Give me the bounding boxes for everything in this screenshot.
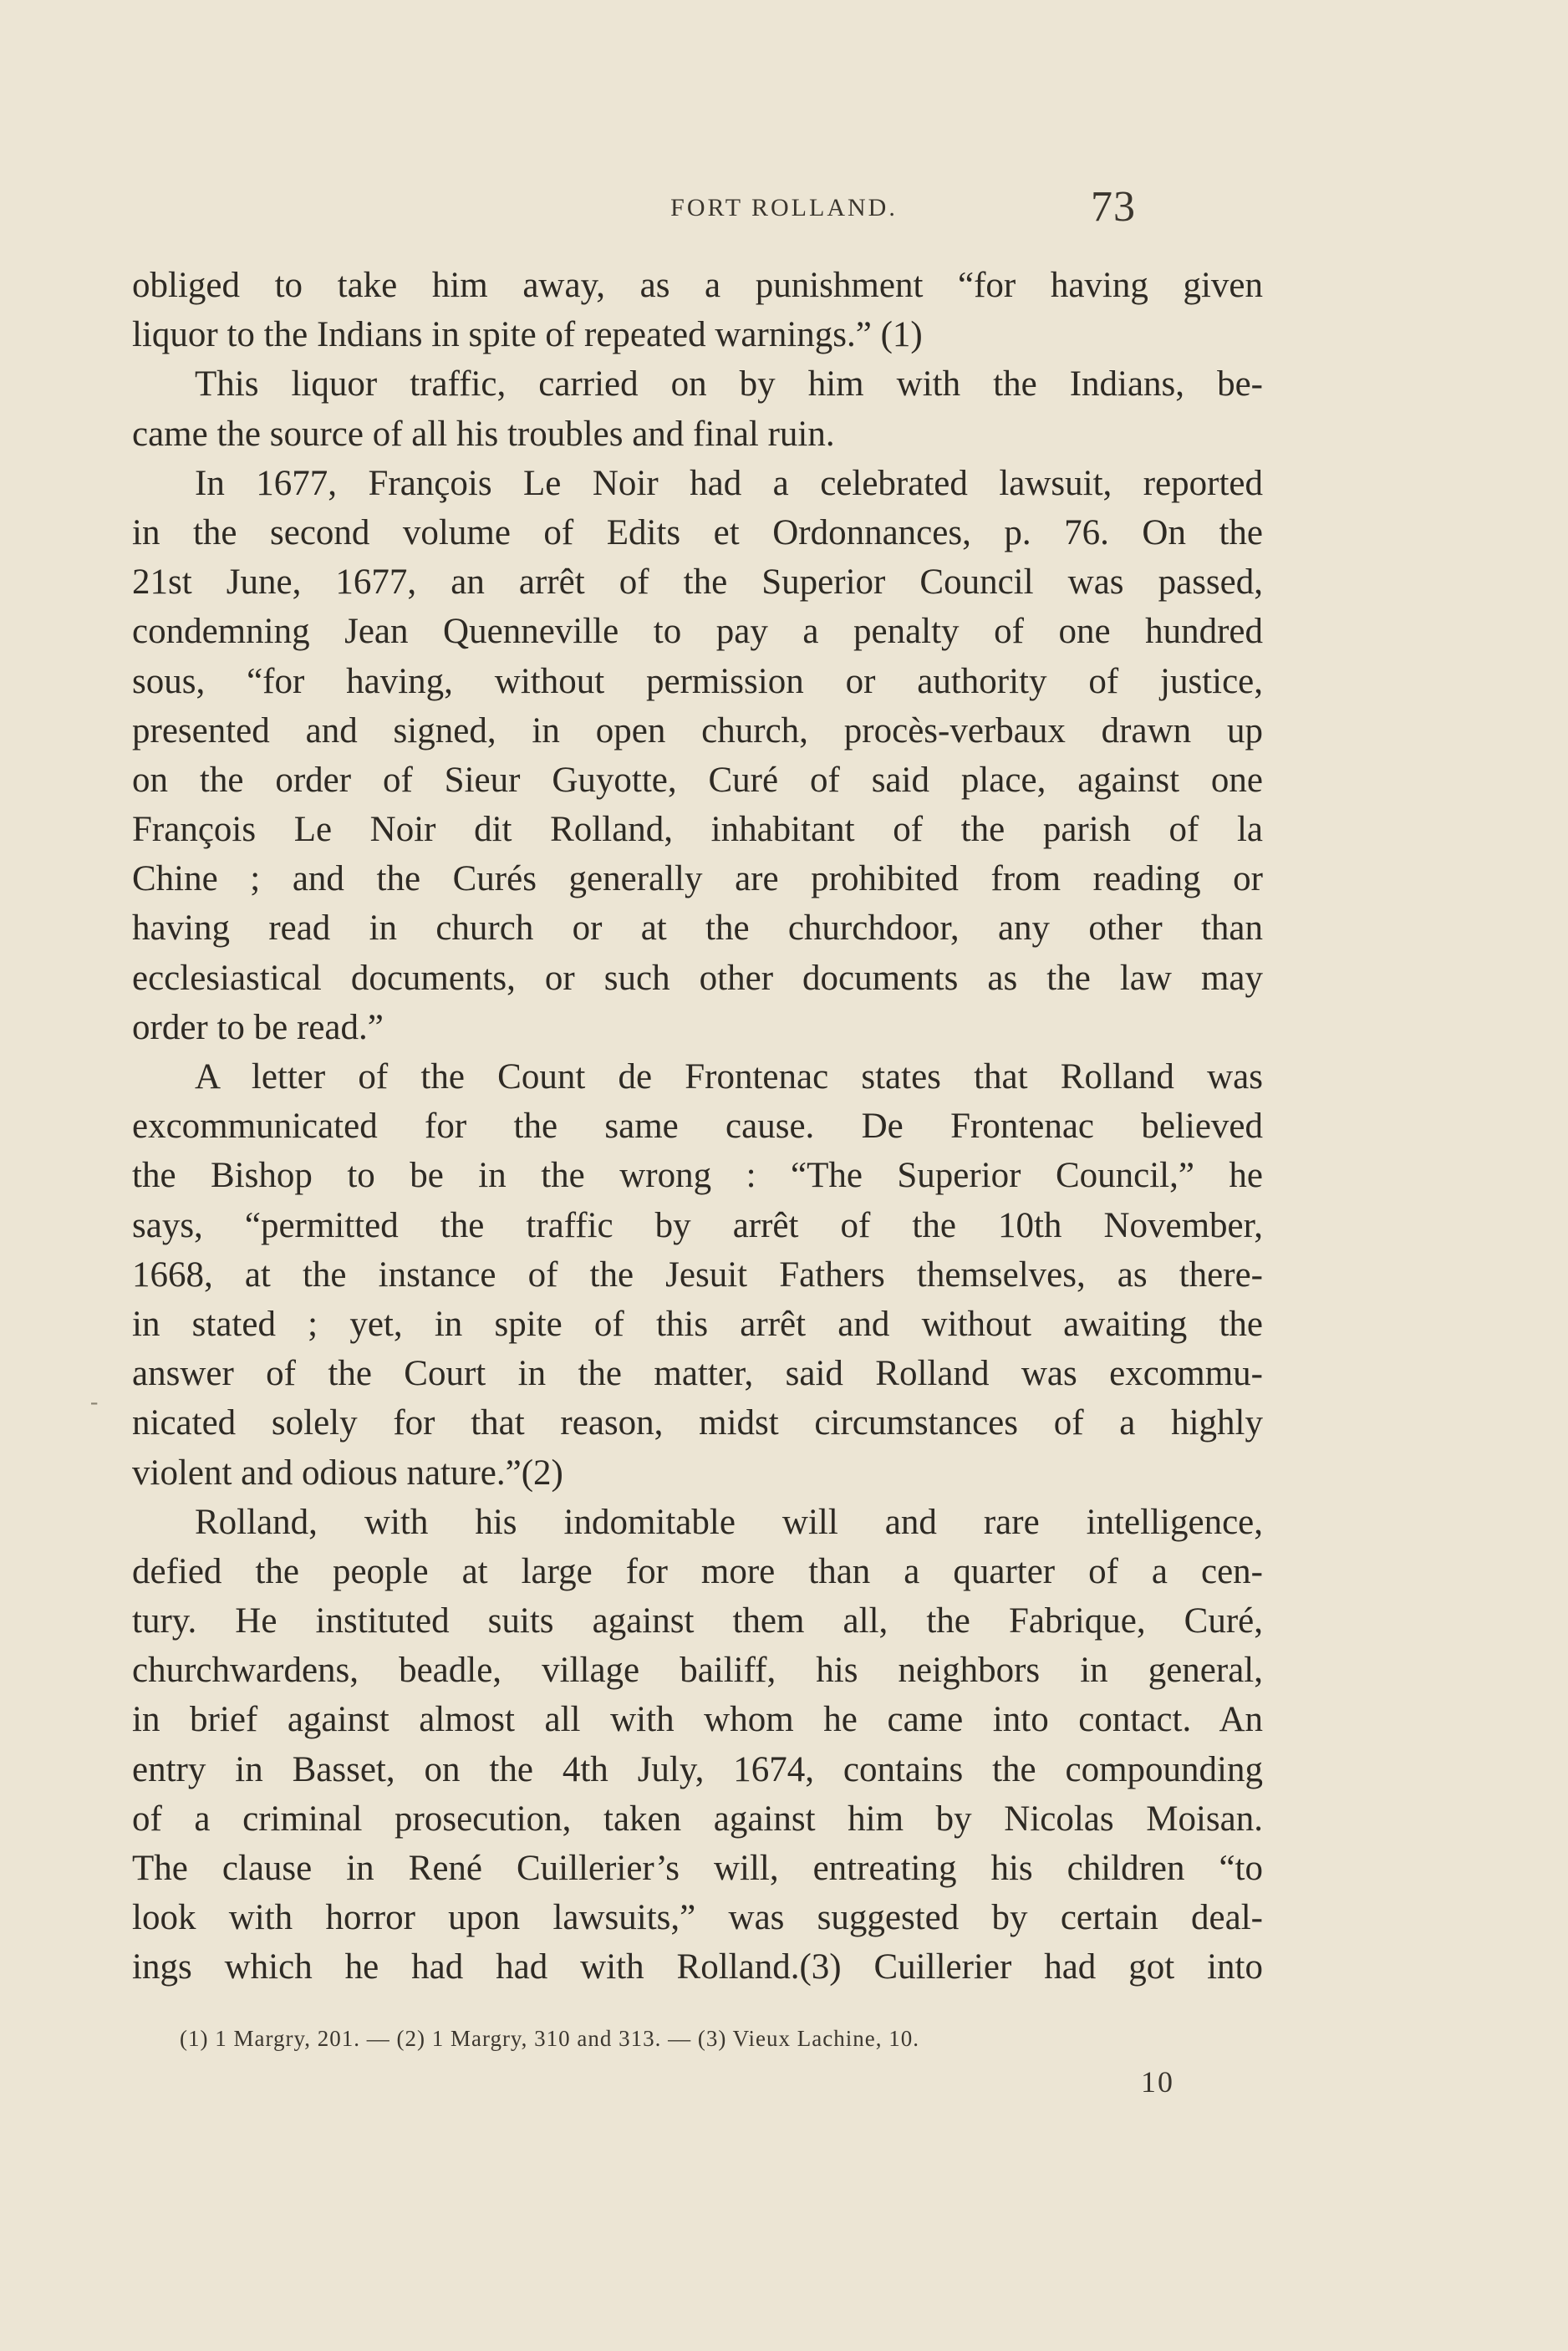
text-line: ings which he had had with Rolland.(3) Cuillerier had got into — [132, 1947, 1263, 1987]
text-line: ecclesiastical documents, or such other documents as the law may — [132, 958, 1263, 998]
text-line: obliged to take him away, as a punishment “for having given — [132, 266, 1263, 305]
text-line: order to be read.” — [132, 1007, 384, 1047]
text-line: liquor to the Indians in spite of repeated warnings.” (1) — [132, 315, 923, 355]
text-line: The clause in René Cuillerier’s will, entreating his children “to — [132, 1849, 1263, 1888]
text-line: of a criminal prosecution, taken against him by Nicolas Moisan. — [132, 1799, 1263, 1839]
body-text — [132, 261, 1263, 1992]
text-line: in brief against almost all with whom he came into contact. An — [132, 1700, 1263, 1740]
text-line: condemning Jean Quenneville to pay a penalty of one hundred — [132, 612, 1263, 652]
text-line: in the second volume of Edits et Ordonnances, p. 76. On the — [132, 512, 1263, 552]
text-line: came the source of all his troubles and final ruin. — [132, 414, 835, 454]
text-line: violent and odious nature.”(2) — [132, 1453, 563, 1493]
page-number: 73 — [1091, 183, 1136, 231]
text-line: 1668, at the instance of the Jesuit Fathers themselves, as there- — [132, 1254, 1263, 1295]
running-title: FORT ROLLAND. — [670, 194, 898, 221]
text-line: sous, “for having, without permission or authority of justice, — [132, 661, 1263, 701]
text-line: presented and signed, in open church, procès-verbaux drawn up — [132, 710, 1263, 751]
text-line: having read in church or at the churchdoor, any other than — [132, 908, 1263, 949]
text-line: excommunicated for the same cause. De Frontenac believed — [132, 1107, 1263, 1147]
text-line: François Le Noir dit Rolland, inhabitant of the parish of la — [132, 810, 1263, 850]
text-line: says, “permitted the traffic by arrêt of the 10th November, — [132, 1205, 1263, 1245]
text-line: in stated ; yet, in spite of this arrêt and without awaiting the — [132, 1304, 1263, 1344]
text-line: tury. He instituted suits against them all, the Fabrique, Curé, — [132, 1601, 1263, 1641]
text-line: This liquor traffic, carried on by him with the Indians, be- — [195, 364, 1263, 405]
margin-mark: - — [90, 1389, 99, 1415]
footnotes: (1) 1 Margry, 201. — (2) 1 Margry, 310 and 313. — (3) Vieux Lachine, 10. — [180, 2026, 919, 2051]
text-line: Rolland, with his indomitable will and rare intelligence, — [195, 1502, 1263, 1542]
signature-mark: 10 — [1141, 2065, 1174, 2099]
text-line: on the order of Sieur Guyotte, Curé of said place, against one — [132, 760, 1263, 800]
text-line: A letter of the Count de Frontenac states that Rolland was — [195, 1057, 1263, 1097]
text-line: churchwardens, beadle, village bailiff, his neighbors in general, — [132, 1651, 1263, 1691]
text-line: look with horror upon lawsuits,” was suggested by certain deal- — [132, 1898, 1263, 1938]
text-line: the Bishop to be in the wrong : “The Superior Council,” he — [132, 1156, 1263, 1196]
text-line: nicated solely for that reason, midst circumstances of a highly — [132, 1403, 1263, 1443]
text-line: 21st June, 1677, an arrêt of the Superior Council was passed, — [132, 562, 1263, 603]
text-line: defied the people at large for more than a quarter of a cen- — [132, 1551, 1263, 1591]
text-line: entry in Basset, on the 4th July, 1674, contains the compounding — [132, 1749, 1263, 1789]
text-line: Chine ; and the Curés generally are prohibited from reading or — [132, 859, 1263, 899]
text-line: answer of the Court in the matter, said Rolland was excommu- — [132, 1354, 1263, 1394]
text-line: In 1677, François Le Noir had a celebrated lawsuit, reported — [195, 463, 1263, 503]
